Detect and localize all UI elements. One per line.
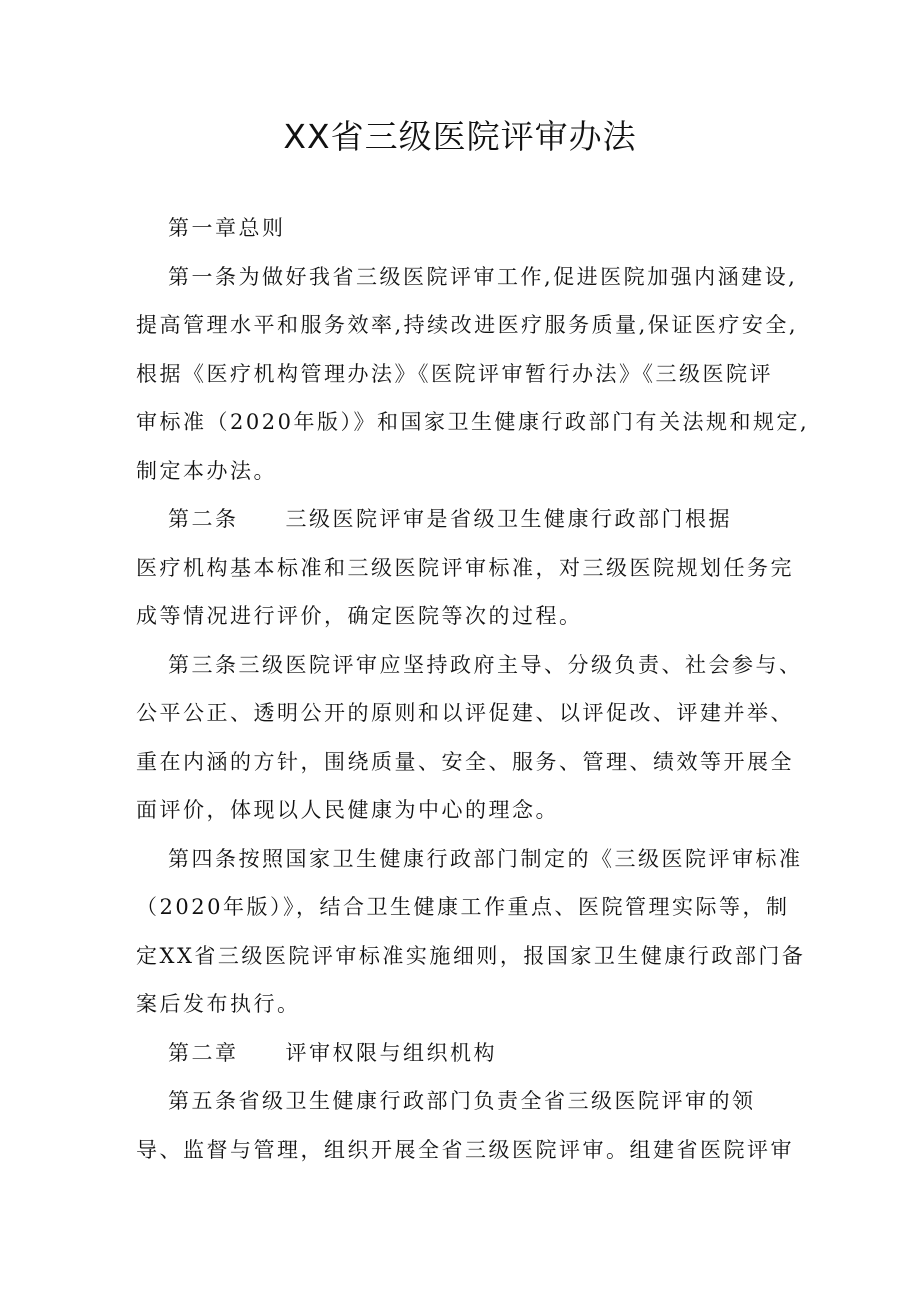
text-line: 重在内涵的方针，围绕质量、安全、服务、管理、绩效等开展全 [136, 750, 794, 774]
text-line: 提高管理水平和服务效率,持续改进医疗服务质量,保证医疗安全, [136, 313, 799, 337]
text-line: 第五条省级卫生健康行政部门负责全省三级医院评审的领 [168, 1089, 756, 1113]
text-line: 第一条为做好我省三级医院评审工作,促进医院加强内涵建设, [168, 265, 798, 289]
text-line: 案后发布执行。 [136, 992, 301, 1016]
text-line: 定XX省三级医院评审标准实施细则，报国家卫生健康行政部门备 [136, 944, 806, 968]
document-title: XX省三级医院评审办法 [283, 117, 637, 156]
chapter-heading: 第一章总则 [168, 216, 286, 240]
text-line: 医疗机构基本标准和三级医院评审标准，对三级医院规划任务完 [136, 556, 794, 580]
text-line: 成等情况进行评价，确定医院等次的过程。 [136, 604, 583, 628]
text-line: 第二条 三级医院评审是省级卫生健康行政部门根据 [168, 507, 732, 531]
text-line: （2020年版）》，结合卫生健康工作重点、医院管理实际等，制 [136, 895, 790, 919]
text-line: 公平公正、透明公开的原则和以评促建、以评促改、评建并举、 [136, 701, 794, 725]
text-line: 制定本办法。 [136, 459, 277, 483]
text-line: 审标准（2020年版）》和国家卫生健康行政部门有关法规和规定, [136, 410, 810, 434]
text-line: 面评价，体现以人民健康为中心的理念。 [136, 798, 559, 822]
text-line: 第四条按照国家卫生健康行政部门制定的《三级医院评审标准 [168, 847, 803, 871]
text-line: 第三条三级医院评审应坚持政府主导、分级负责、社会参与、 [168, 653, 803, 677]
text-line: 根据《医疗机构管理办法》《医院评审暂行办法》《三级医院评 [136, 362, 773, 386]
chapter-heading: 第二章 评审权限与组织机构 [168, 1041, 497, 1065]
text-line: 导、监督与管理，组织开展全省三级医院评审。组建省医院评审 [136, 1138, 794, 1162]
